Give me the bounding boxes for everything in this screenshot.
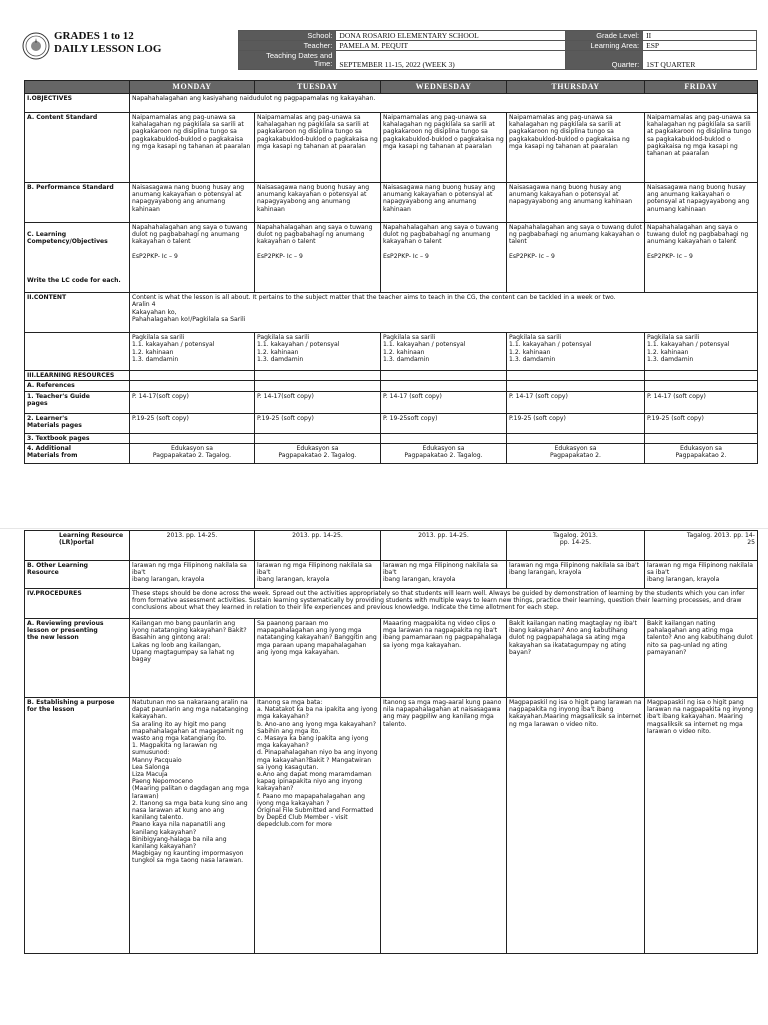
empty-cell (130, 371, 255, 381)
learning-area-value: ESP (643, 41, 757, 51)
content-standard-label: A. Content Standard (25, 113, 130, 183)
header-info-table (238, 30, 757, 70)
empty-cell (255, 381, 381, 391)
title-line-2: DAILY LESSON LOG (54, 43, 162, 55)
grade-level-label: Grade Level: (565, 31, 643, 41)
other-resources-cell: larawan ng mga Filipinong nakilala sa iba't ibang larangan, krayola (255, 561, 381, 589)
empty-cell (645, 371, 758, 381)
lr-portal-cell: Tagalog. 2013. pp. 14- 25 (645, 531, 758, 561)
lesson-grid-page-2 (24, 530, 758, 954)
resources-label: III.LEARNING RESOURCES (25, 371, 130, 381)
purpose-cell: Magpapaskil ng isa o higit pang larawan na nagpapakita ng inyong iba't ibang kakayahan. Maaring magsaliksik sa internet ng mga larawan o video nito. (645, 698, 758, 954)
content-item-cell: Pagkilala sa sarili 1.1. kakayahan / potensyal 1.2. kahinaan 1.3. damdamin (381, 333, 507, 371)
empty-cell (130, 433, 255, 443)
empty-cell (381, 371, 507, 381)
review-cell: Bakit kailangan nating magtaglay ng iba't ibang kakayahan? Ano ang kabutihang dulot ng pagpapahalaga sa ating mga kakayahan sa ikatatagumpay ng ating bayan? (507, 619, 645, 698)
lr-portal-cell: 2013. pp. 14-25. (130, 531, 255, 561)
competency-label: C. Learning Competency/Objectives (27, 231, 108, 246)
log-title (54, 30, 238, 70)
content-row (25, 293, 758, 333)
performance-standard-cell: Naisasagawa nang buong husay ang anumang kakayahan o potensyal at napagyayabong ang anumang kahinaan (645, 183, 758, 223)
competency-cell: Napahahalagahan ang saya o tuwang dulot ng pagbabahagi ng anumang kakayahan o talent EsP2PKP- Ic – 9 (130, 223, 255, 293)
content-text: Content is what the lesson is all about. It pertains to the subject matter that the teacher aims to teach in the CG, the content can be tackled in a week or two. Aralin 4 Kakayahan ko, Pahahalagahan ko!/Pagkilala sa Sarili (130, 293, 758, 333)
content-standard-cell: Naipamamalas ang pag-unawa sa kahalagahan ng pagkilala sa sarili at pagkakaroon ng disiplina tungo sa pagkakabuklod-buklod o pagkakaisa ng mga kasapi ng tahanan at paaralan (381, 113, 507, 183)
objectives-row (25, 94, 758, 113)
day-header: TUESDAY (255, 81, 381, 94)
performance-standard-cell: Naisasagawa nang buong husay ang anumang kakayahan o potensyal at napagyayabong ang anumang kahinaan (255, 183, 381, 223)
procedures-text: These steps should be done across the week. Spread out the activities appropriately so that students will learn well. Always be guided by demonstration of learning by the students which you can infer from formative assessment activities. Sustain learning systematically by providing students with multiple ways to learn new things, practice their learning, question their learning processes, and draw conclusions about what they learned in relation to their life experiences and previous knowledge. Indicate the time allotment for each step. (130, 589, 758, 619)
other-resources-cell: larawan ng mga Filipinong nakilala sa iba't ibang larangan, krayola (381, 561, 507, 589)
teachers-guide-row (25, 391, 758, 413)
competency-cell: Napahahalagahan ang saya o tuwang dulot ng pagbabahagi ng anumang kakayahan o talent EsP2PKP- Ic – 9 (645, 223, 758, 293)
purpose-cell: Itanong sa mga mag-aaral kung paano nila napapahalagahan at naisasagawa ang may pagpiliw ang kanilang mga talento. (381, 698, 507, 954)
empty-cell (130, 381, 255, 391)
additional-materials-cell: Edukasyon sa Pagpapakatao 2. (645, 443, 758, 463)
lr-portal-label: Learning Resource (LR)portal (25, 531, 130, 561)
other-resources-cell: larawan ng mga Filipinong nakilala sa iba't ibang larangan, krayola (130, 561, 255, 589)
day-header: MONDAY (130, 81, 255, 94)
references-row (25, 381, 758, 391)
purpose-cell: Magpapaskil ng isa o higit pang larawan na nagpapakita ng inyong iba't ibang kakayahan.Maaring magsaliksik sa internet ng mga larawan o video nito. (507, 698, 645, 954)
lr-portal-cell: Tagalog. 2013. pp. 14-25. (507, 531, 645, 561)
day-header: THURSDAY (507, 81, 645, 94)
content-items-row (25, 333, 758, 371)
learners-materials-cell: P.19-25 (soft copy) (645, 413, 758, 433)
dates-label-line-2: Time: (313, 59, 333, 68)
empty-cell (255, 371, 381, 381)
teachers-guide-cell: P. 14-17(soft copy) (130, 391, 255, 413)
empty-cell (255, 433, 381, 443)
competency-row (25, 223, 758, 293)
content-standard-cell: Naipamamalas ang pag-unawa sa kahalagahan ng pagkilala sa sarili at pagkakaroon ng disiplina tungo sa pagkakabuklod-buklod o pagkakaisa ng mga kasapi ng tahanan at paaralan (645, 113, 758, 183)
day-header: WEDNESDAY (381, 81, 507, 94)
day-header-row (25, 81, 758, 94)
textbook-label: 3. Textbook pages (25, 433, 130, 443)
references-label: A. References (25, 381, 130, 391)
teacher-label: Teacher: (239, 41, 336, 51)
additional-materials-cell: Edukasyon sa Pagpapakatao 2. Tagalog. (255, 443, 381, 463)
resources-row (25, 371, 758, 381)
header (22, 30, 757, 72)
grade-level-value: II (643, 31, 757, 41)
textbook-row (25, 433, 758, 443)
content-standard-cell: Naipamamalas ang pag-unawa sa kahalagahan ng pagkilala sa sarili at pagkakaroon ng disiplina tungo sa pagkakabuklod-buklod o pagkakaisa ng mga kasapi ng tahanan at paaralan (130, 113, 255, 183)
lr-portal-cell: 2013. pp. 14-25. (255, 531, 381, 561)
content-item-cell: Pagkilala sa sarili 1.1. kakayahan / potensyal 1.2. kahinaan 1.3. damdamin (507, 333, 645, 371)
dates-value: SEPTEMBER 11-15, 2022 (WEEK 3) (336, 51, 565, 70)
school-label: School: (239, 31, 336, 41)
competency-note: Write the LC code for each. (27, 276, 121, 284)
learning-area-label: Learning Area: (565, 41, 643, 51)
content-item-cell: Pagkilala sa sarili 1.1. kakayahan / potensyal 1.2. kahinaan 1.3. damdamin (255, 333, 381, 371)
quarter-value: 1ST QUARTER (643, 51, 757, 70)
performance-standard-row (25, 183, 758, 223)
lesson-grid-page-1 (24, 80, 758, 464)
additional-materials-cell: Edukasyon sa Pagpapakatao 2. (507, 443, 645, 463)
empty-cell (507, 433, 645, 443)
additional-materials-label: 4. Additional Materials from (25, 443, 130, 463)
content-label: II.CONTENT (25, 293, 130, 333)
review-cell: Maaaring magpakita ng video clips o mga larawan na nagpapakita ng iba't ibang pamamaraan ng pagpapahalaga sa iyong mga kakayahan. (381, 619, 507, 698)
learners-materials-row (25, 413, 758, 433)
school-value: DONA ROSARIO ELEMENTARY SCHOOL (336, 31, 565, 41)
purpose-cell: Natutunan mo sa nakaraang aralin na dapat paunlarin ang mga natatanging kakayahan. Sa araling ito ay higit mo pang mapahahalagahan at magagamit ng wasto ang mga katangiang ito. 1. Magpakita ng larawan ng sumusunod: Manny Pacquaio Lea Salonga Liza Macuja Paeng Nepomoceno (Maaring palitan o dagdagan ang mga larawan) 2. Itanong sa mga bata kung sino ang nasa larawan at kung ano ang kanilang talento. Paano kaya nila napanatili ang kanilang kakayahan? Binibigyang-halaga ba nila ang kanilang kakayahan? Magbigay ng kaunting impormasyon tungkol sa mga taong nasa larawan. (130, 698, 255, 954)
purpose-label: B. Establishing a purpose for the lesson (25, 698, 130, 954)
learners-materials-cell: P.19-25 (soft copy) (130, 413, 255, 433)
review-cell: Kailangan mo bang paunlarin ang iyong natatanging kakayahan? Bakit? Basahin ang gintong aral: Lakas ng loob ang kailangan, Upang magtagumpay sa lahat ng bagay (130, 619, 255, 698)
objectives-label: I.OBJECTIVES (25, 94, 130, 113)
other-resources-cell: larawan ng mga Filipinong nakilala sa iba't ibang larangan, krayola (507, 561, 645, 589)
deped-seal-icon (22, 32, 50, 60)
performance-standard-cell: Naisasagawa nang buong husay ang anumang kakayahan o potensyal at napagyayabong ang anumang kahinaan (130, 183, 255, 223)
additional-materials-cell: Edukasyon sa Pagpapakatao 2. Tagalog. (381, 443, 507, 463)
other-resources-row (25, 561, 758, 589)
corner-cell (25, 81, 130, 94)
review-row (25, 619, 758, 698)
competency-cell: Napahahalagahan ang saya o tuwang dulot ng pagbabahagi ng anumang kakayahan o talent EsP2PKP- Ic – 9 (255, 223, 381, 293)
content-item-cell: Pagkilala sa sarili 1.1. kakayahan / potensyal 1.2. kahinaan 1.3. damdamin (645, 333, 758, 371)
other-resources-cell: larawan ng mga Filipinong nakilala sa iba't ibang larangan, krayola (645, 561, 758, 589)
content-item-cell: Pagkilala sa sarili 1.1. kakayahan / potensyal 1.2. kahinaan 1.3. damdamin (130, 333, 255, 371)
learners-materials-cell: P.19-25 (soft copy) (507, 413, 645, 433)
additional-materials-cell: Edukasyon sa Pagpapakatao 2. Tagalog. (130, 443, 255, 463)
empty-cell (645, 433, 758, 443)
content-standard-cell: Naipamamalas ang pag-unawa sa kahalagahan ng pagkilala sa sarili at pagkakaroon ng disiplina tungo sa pagkakabuklod-buklod o pagkakaisa ng mga kasapi ng tahanan at paaralan (507, 113, 645, 183)
learners-materials-cell: P. 19-25soft copy) (381, 413, 507, 433)
empty-cell (381, 433, 507, 443)
learners-materials-cell: P.19-25 (soft copy) (255, 413, 381, 433)
review-cell: Bakit kailangan nating pahalagahan ang ating mga talento? Ano ang kabutihang dulot nito sa pag-unlad ng ating pamayanan? (645, 619, 758, 698)
empty-cell (507, 371, 645, 381)
procedures-row (25, 589, 758, 619)
content-standard-cell: Naipamamalas ang pag-unawa sa kahalagahan ng pagkilala sa sarili at pagkakaroon ng disiplina tungo sa pagkakabuklod-buklod o pagkakaisa ng mga kasapi ng tahanan at paaralan (255, 113, 381, 183)
procedures-label: IV.PROCEDURES (25, 589, 130, 619)
empty-cell (381, 381, 507, 391)
objectives-text: Napahahalagahan ang kasiyahang naidudulot ng pagpapamalas ng kakayahan. (130, 94, 758, 113)
quarter-label: Quarter: (565, 51, 643, 70)
lr-portal-row (25, 531, 758, 561)
learners-materials-label: 2. Learner's Materials pages (25, 413, 130, 433)
performance-standard-cell: Naisasagawa nang buong husay ang anumang kakayahan o potensyal at napagyayabong ang anumang kahinaan (381, 183, 507, 223)
empty-cell (507, 381, 645, 391)
teachers-guide-label: 1. Teacher's Guide pages (25, 391, 130, 413)
performance-standard-cell: Naisasagawa nang buong husay ang anumang kakayahan o potensyal at napagyayabong ang anumang kahinaan (507, 183, 645, 223)
empty-cell (25, 333, 130, 371)
other-resources-label: B. Other Learning Resource (25, 561, 130, 589)
review-label: A. Reviewing previous lesson or presenting the new lesson (25, 619, 130, 698)
dates-label (239, 51, 336, 70)
additional-materials-row (25, 443, 758, 463)
competency-cell: Napahahalagahan ang saya o tuwang dulot ng pagbabahagi ng anumang kakayahan o talent EsP2PKP- Ic – 9 (507, 223, 645, 293)
purpose-cell: Itanong sa mga bata: a. Natatakot ka ba na ipakita ang iyong mga kakayahan? b. Ano-ano ang iyong mga kakayahan? Sabihin ang mga ito. c. Masaya ka bang ipakita ang iyong mga kakayahan? d. Pinapahalagahan niyo ba ang inyong mga kakayahan?Bakit ? Mangatwiran sa iyong kasagutan. e.Ano ang dapat mong maramdaman kapag ipinapakita niyo ang inyong kakayahan? f. Paano mo mapapahalagahan ang iyong mga kakayahan ? Original File Submitted and Formatted by DepEd Club Member - visit depedclub.com for more (255, 698, 381, 954)
teachers-guide-cell: P. 14-17 (soft copy) (381, 391, 507, 413)
performance-standard-label: B. Performance Standard (25, 183, 130, 223)
purpose-row (25, 698, 758, 954)
teachers-guide-cell: P. 14-17 (soft copy) (507, 391, 645, 413)
dates-label-line-1: Teaching Dates and (266, 51, 333, 60)
teachers-guide-cell: P. 14-17(soft copy) (255, 391, 381, 413)
lr-portal-cell: 2013. pp. 14-25. (381, 531, 507, 561)
empty-cell (645, 381, 758, 391)
title-line-1: GRADES 1 to 12 (54, 30, 134, 42)
review-cell: Sa paanong paraan mo mapapahalagahan ang iyong mga natatanging kakayahan? Banggitin ang mga paraan upang mapahalagahan ang iyong mga kakayahan. (255, 619, 381, 698)
day-header: FRIDAY (645, 81, 758, 94)
teacher-value: PAMELA M. PEQUIT (336, 41, 565, 51)
content-standard-row (25, 113, 758, 183)
teachers-guide-cell: P. 14-17 (soft copy) (645, 391, 758, 413)
lesson-log-page-1 (0, 0, 768, 472)
competency-cell: Napahahalagahan ang saya o tuwang dulot ng pagbabahagi ng anumang kakayahan o talent EsP2PKP- Ic – 9 (381, 223, 507, 293)
competency-label-cell (25, 223, 130, 293)
